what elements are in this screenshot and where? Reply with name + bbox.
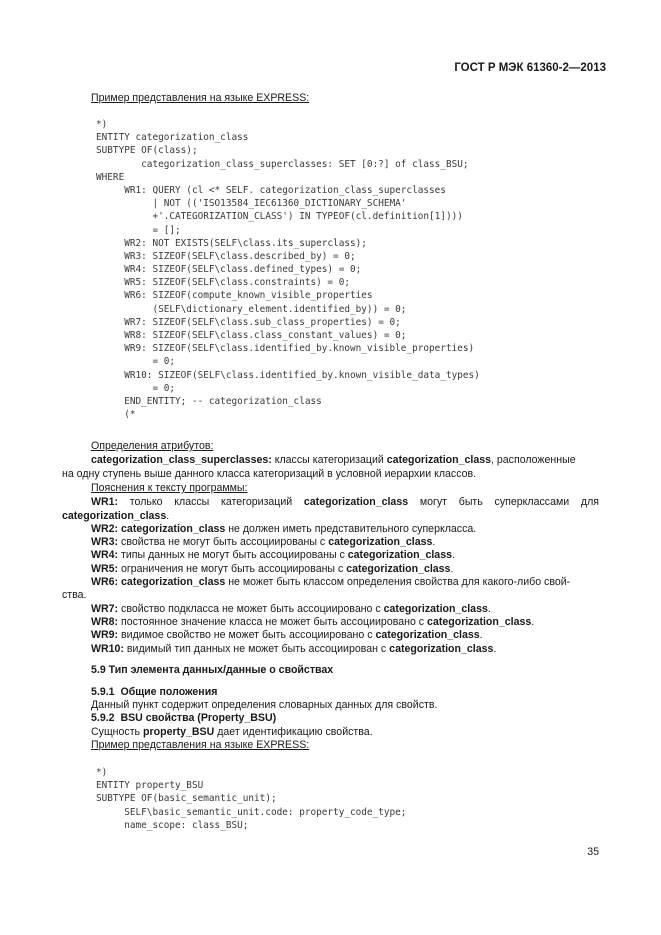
text-part: Сущность xyxy=(91,726,144,738)
rule-class-name: categorization_class xyxy=(346,562,451,575)
code-line: WR2: NOT EXISTS(SELF\class.its_superclass); xyxy=(96,237,367,249)
attribute-text-end: , расположенные xyxy=(491,454,576,466)
code-line: WR10: SIZEOF(SELF\class.identified_by.known_visible_data_types) xyxy=(96,369,480,381)
attribute-text: классы категоризаций xyxy=(271,454,387,466)
code-line: (SELF\dictionary_element.identified_by)) = 0; xyxy=(96,303,407,315)
code-line: ENTITY categorization_class xyxy=(96,132,249,144)
rule-line xyxy=(91,603,491,616)
attribute-definition-line xyxy=(91,454,576,467)
wr1-word: могут xyxy=(419,496,448,508)
code-line: WR7: SIZEOF(SELF\class.sub_class_properties) = 0; xyxy=(96,316,401,328)
code-line: END_ENTITY; -- categorization_class xyxy=(96,395,322,407)
code-line: categorization_class_superclasses: SET [0:?] of class_BSU; xyxy=(96,158,469,170)
rule-class-name: categorization_class xyxy=(427,616,532,629)
wr1-word: для xyxy=(580,496,599,508)
page-number: 35 xyxy=(587,846,599,858)
wr1-continuation xyxy=(62,510,169,523)
rule-line xyxy=(91,523,476,536)
code-line: | NOT (('ISO13584_IEC61360_DICTIONARY_SCHEMA' xyxy=(96,198,407,210)
rule-text: . xyxy=(432,536,436,549)
subsection-text: Данный пункт содержит определения словарных данных для свойств. xyxy=(91,699,438,711)
rule-label: WR6: xyxy=(91,575,119,588)
subsection-title: 5.9.2 BSU свойства (Property_BSU) xyxy=(91,712,277,724)
rule-label: WR4: xyxy=(91,549,119,562)
rule-text: . xyxy=(451,549,455,562)
rule-label: WR1: xyxy=(91,496,119,508)
rule-class-name: categorization_class xyxy=(383,603,488,615)
rule-class-name: categorization_class xyxy=(347,549,452,562)
code-line: = 0; xyxy=(96,356,176,368)
rule-text: свойство подкласса не может быть ассоциировано с xyxy=(118,603,384,615)
rule-text: ограничения не могут быть ассоциированы с xyxy=(118,562,347,575)
code-line: *) xyxy=(96,767,108,778)
rule-text: . xyxy=(531,616,535,629)
rule-text: не может быть классом определения свойства для какого-либо свой- xyxy=(225,575,571,588)
rule-label: WR3: xyxy=(91,536,119,549)
code-line: WR6: SIZEOF(compute_known_visible_properties xyxy=(96,290,373,302)
example-heading: Пример представления на языке EXPRESS: xyxy=(91,739,310,751)
attribute-class-name: categorization_class xyxy=(386,454,491,466)
code-line: +'.CATEGORIZATION_CLASS') IN TYPEOF(cl.definition[1]))) xyxy=(96,211,463,223)
express-code-block xyxy=(96,118,480,421)
rule-line xyxy=(91,643,496,656)
rule-class-name: categorization_class xyxy=(121,575,226,588)
rule-line xyxy=(91,536,435,549)
explanations-heading: Пояснения к тексту программы: xyxy=(91,482,248,494)
rule-text: . xyxy=(493,642,497,655)
rule-class-name: categorization_class xyxy=(121,523,226,535)
attributes-heading: Определения атрибутов: xyxy=(91,440,214,452)
code-line: SELF\basic_semantic_unit.code: property_code_type; xyxy=(96,806,407,818)
rule-text: не должен иметь представительного суперкласса. xyxy=(225,523,477,535)
code-line: SUBTYPE OF(basic_semantic_unit); xyxy=(96,793,277,805)
rule-text: постоянное значение класса не может быть ассоциировано с xyxy=(118,616,428,629)
rule-line xyxy=(91,616,534,629)
subsection-title: 5.9.1 Общие положения xyxy=(91,686,218,698)
wr1-end: . xyxy=(166,510,170,522)
express-code-block xyxy=(96,766,406,832)
rule-line xyxy=(91,576,570,589)
rule-label: WR9: xyxy=(91,629,119,642)
rule-label: WR2: xyxy=(91,523,119,535)
rule-text: . xyxy=(450,562,454,575)
wr1-class-name: categorization_class xyxy=(62,510,167,522)
rule-class-name: categorization_class xyxy=(389,642,494,655)
wr1-word: categorization_class xyxy=(303,496,409,508)
wr6-continuation: ства. xyxy=(62,589,87,601)
example-heading: Пример представления на языке EXPRESS: xyxy=(91,92,310,104)
rule-class-name: categorization_class xyxy=(375,629,480,642)
code-line: WR1: QUERY (cl <* SELF. categorization_class_superclasses xyxy=(96,184,446,196)
code-line: WHERE xyxy=(96,171,125,183)
rule-text: видимый тип данных не может быть ассоциирован с xyxy=(123,642,390,655)
code-line: WR3: SIZEOF(SELF\class.described_by) = 0; xyxy=(96,250,356,262)
text-part: дает идентификацию свойства. xyxy=(214,726,373,738)
code-line: WR8: SIZEOF(SELF\class.class_constant_values) = 0; xyxy=(96,330,407,341)
code-line: WR4: SIZEOF(SELF\class.defined_types) = 0; xyxy=(96,264,362,276)
rule-label: WR8: xyxy=(91,616,119,629)
code-line: WR9: SIZEOF(SELF\class.identified_by.known_visible_properties) xyxy=(96,343,475,355)
rule-text: типы данных не могут быть ассоциированы с xyxy=(118,549,348,562)
wr1-line xyxy=(91,496,599,509)
rule-class-name: categorization_class xyxy=(328,536,433,549)
rule-text: свойства не могут быть ассоциированы с xyxy=(118,536,329,549)
standard-header: ГОСТ Р МЭК 61360-2—2013 xyxy=(454,62,606,74)
rule-line xyxy=(91,629,483,642)
wr1-word: быть xyxy=(458,496,483,508)
rule-line xyxy=(91,549,455,562)
attribute-term: categorization_class_superclasses: xyxy=(91,454,272,466)
code-line: *) xyxy=(96,119,108,130)
wr1-word: суперклассами xyxy=(494,496,570,508)
section-title: 5.9 Тип элемента данных/данные о свойствах xyxy=(91,664,334,676)
rule-line xyxy=(91,563,453,576)
rule-label: WR5: xyxy=(91,562,119,575)
rule-label: WR7: xyxy=(91,603,119,615)
wr1-word: только xyxy=(129,496,163,508)
rule-text: видимое свойство не может быть ассоциировано с xyxy=(118,629,376,642)
attribute-definition-continuation: на одну ступень выше данного класса категоризаций в условной иерархии классов. xyxy=(62,468,477,480)
code-line: = []; xyxy=(96,224,181,236)
wr1-word: классы xyxy=(174,496,210,508)
code-line: = 0; xyxy=(96,382,176,394)
code-line: SUBTYPE OF(class); xyxy=(96,145,198,157)
rule-text: . xyxy=(487,603,491,615)
wr1-word: категоризаций xyxy=(221,496,293,508)
entity-name: property_BSU xyxy=(143,726,215,738)
code-line: (* xyxy=(96,409,136,421)
rule-label: WR10: xyxy=(91,642,124,655)
rule-text: . xyxy=(479,629,483,642)
code-line: ENTITY property_BSU xyxy=(96,780,204,792)
code-line: name_scope: class_BSU; xyxy=(96,819,249,831)
code-line: WR5: SIZEOF(SELF\class.constraints) = 0; xyxy=(96,277,350,289)
subsection-text xyxy=(91,726,373,739)
